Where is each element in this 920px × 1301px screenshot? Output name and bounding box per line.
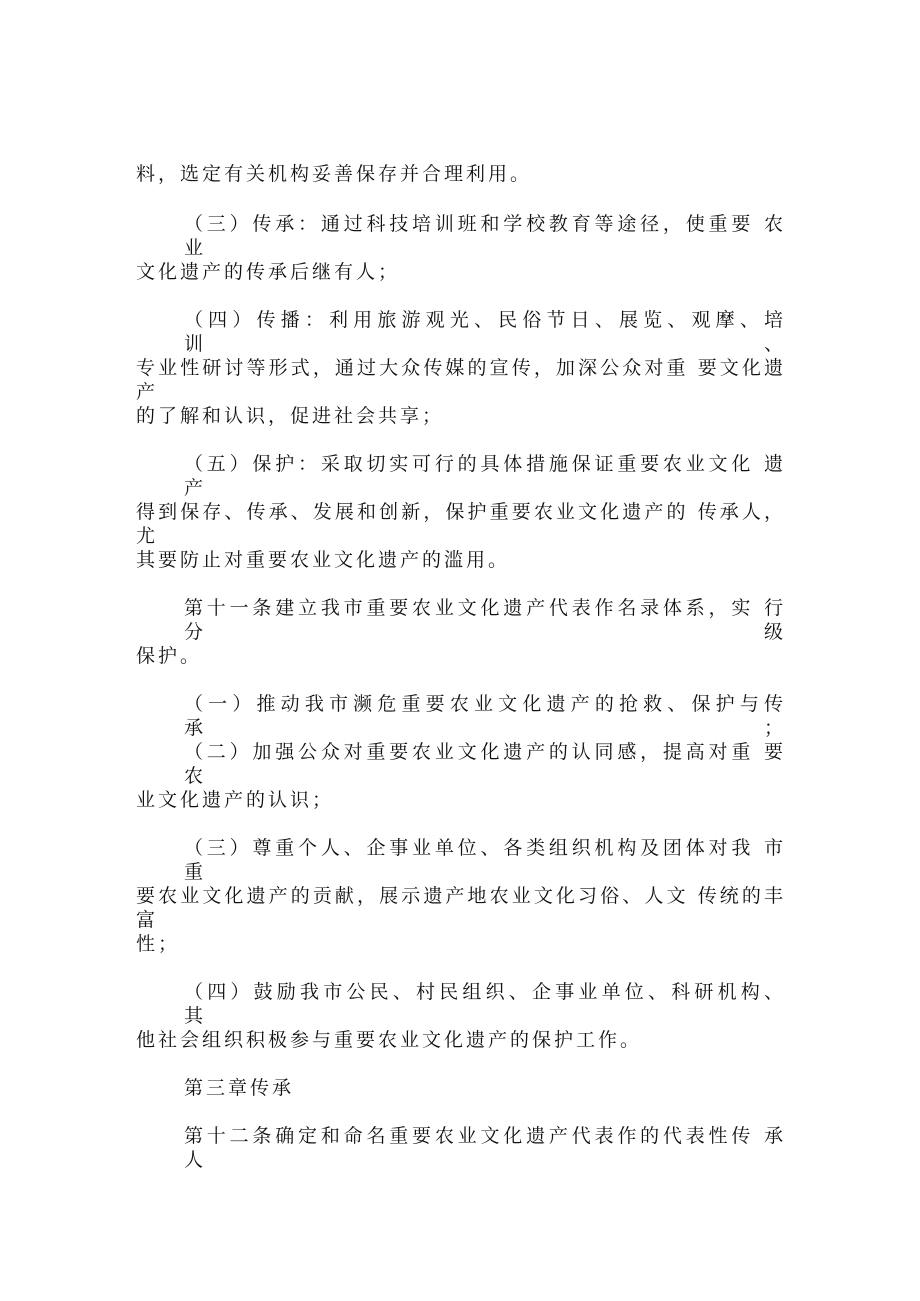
text-line: 的了解和认识，促进社会共享； (136, 405, 445, 427)
text-line: 保护。 (136, 645, 203, 667)
text-line: （三）尊重个人、企事业单位、各类组织机构及团体对我 市重 (184, 837, 786, 883)
text-line: 其要防止对重要农业文化遗产的滥用。 (136, 549, 511, 571)
text-line: 得到保存、传承、发展和创新，保护重要农业文化遗产的 传承人，尤 (136, 501, 786, 547)
text-line: 业文化遗产的认识； (136, 789, 335, 811)
text-line: 文化遗产的传承后继有人； (136, 261, 401, 283)
text-line: 料，选定有关机构妥善保存并合理利用。 (136, 163, 533, 185)
text-line: （四）传播：利用旅游观光、民俗节日、展览、观摩、培 训、 (184, 309, 786, 355)
text-line: （三）传承：通过科技培训班和学校教育等途径，使重要 农业 (184, 213, 786, 259)
text-line: （四）鼓励我市公民、村民组织、企事业单位、科研机构、 其 (184, 981, 786, 1027)
text-line: 性； (136, 933, 181, 955)
text-line: 要农业文化遗产的贡献，展示遗产地农业文化习俗、人文 传统的丰富 (136, 885, 786, 931)
text-line: 第十二条确定和命名重要农业文化遗产代表作的代表性传 承人 (184, 1125, 786, 1171)
text-line: 第十一条建立我市重要农业文化遗产代表作名录体系，实 行分级 (184, 597, 786, 643)
text-line: （五）保护：采取切实可行的具体措施保证重要农业文化 遗产 (184, 453, 786, 499)
text-line: 专业性研讨等形式，通过大众传媒的宣传，加深公众对重 要文化遗产 (136, 357, 786, 403)
text-line: 他社会组织积极参与重要农业文化遗产的保护工作。 (136, 1029, 643, 1051)
text-line: （二）加强公众对重要农业文化遗产的认同感，提高对重 要农 (184, 741, 786, 787)
text-line: （一）推动我市濒危重要农业文化遗产的抢救、保护与传 承； (184, 693, 786, 739)
chapter-heading: 第三章传承 (184, 1077, 295, 1099)
